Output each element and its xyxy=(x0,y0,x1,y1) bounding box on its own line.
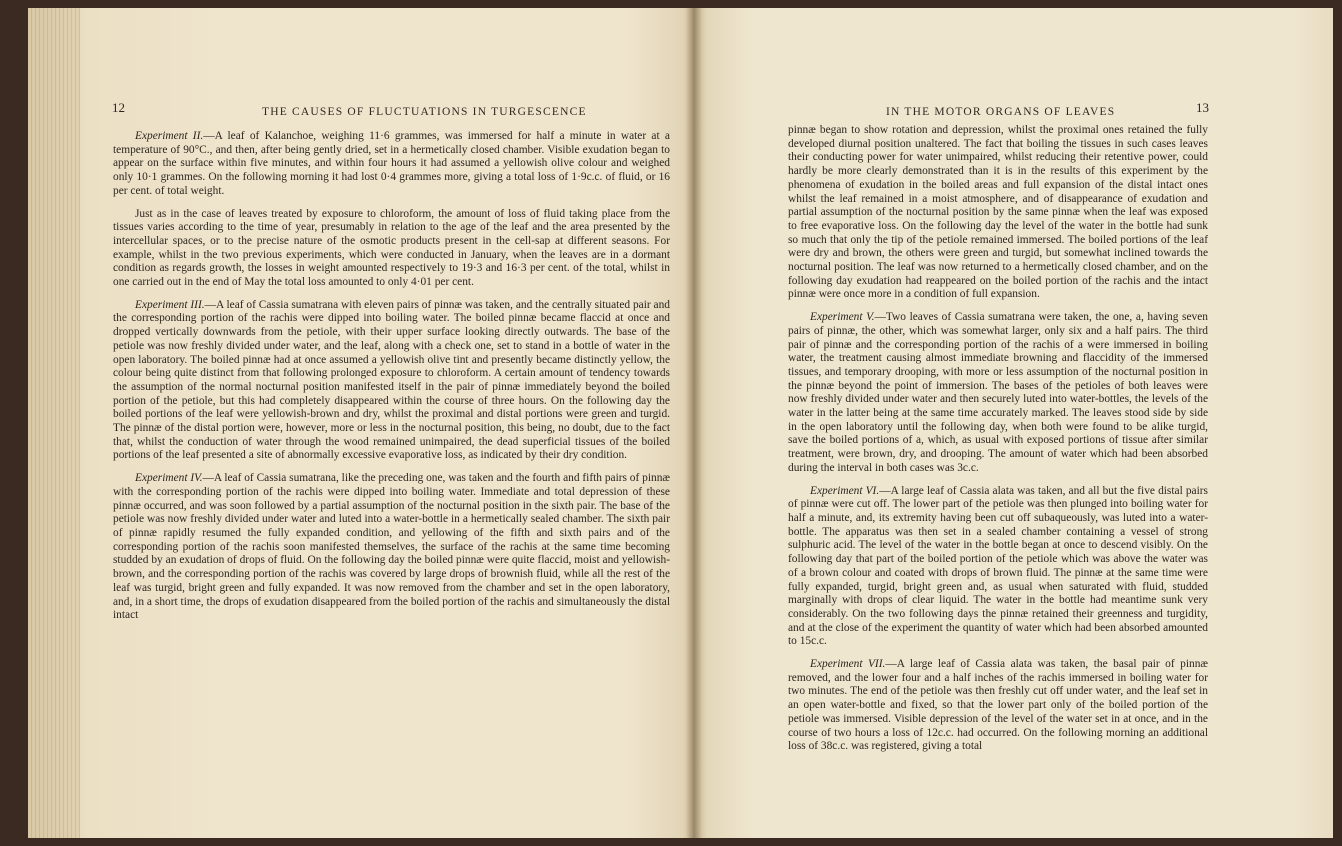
experiment-heading: Experiment VII. xyxy=(810,658,886,671)
paragraph-text: —A large leaf of Cassia alata was taken, the basal pair of pinnæ removed, and the lower four and a half inches of the rachis immersed in boiling water for two minutes. The end of the petiole was then freshly cut off under water, and the leaf set in an open water-bottle and fixed, so that the lower part only of the boiled portion of the petiole was immersed. Visible depression of the level of the water set in at once, and in the course of two hours a loss of 12c.c. had occurred. On the following morning an additional loss of 38c.c. was registered, giving a total xyxy=(788,658,1208,753)
paragraph xyxy=(788,658,1208,754)
left-running-head: THE CAUSES OF FLUCTUATIONS IN TURGESCENCE xyxy=(262,106,587,118)
paragraph-text: —A leaf of Cassia sumatrana, like the preceding one, was taken and the fourth and fifth pairs of pinnæ with the corresponding portion of the rachis were dipped into boiling water. Immediate and total depression of these pinnæ occurred, and was soon followed by a partial assumption of the nocturnal position in the sixth pair. The base of the petiole was now freshly divided under water and luted into a water-bottle in a hermetically sealed chamber. The sixth pair of pinnæ rapidly resumed the fully expanded condition, and yellowing of the fifth and sixth pairs and of the corresponding portion of the rachis soon manifested themselves, the surface of the rachis at the same time becoming studded by an exudation of drops of fluid. On the following day the boiled pinnæ were quite flaccid, moist and yellowish-brown, and the corresponding portion of the rachis was covered by large drops of brownish fluid, while all the rest of the leaf was turgid, bright green and fully expanded. It was now removed from the chamber and set in the open laboratory, and, in a short time, the drops of exudation disappeared from the boiled portion of the rachis and simultaneously the distal intact xyxy=(113,472,670,622)
paragraph xyxy=(113,208,670,290)
left-page-number: 12 xyxy=(112,100,125,115)
experiment-heading: Experiment II. xyxy=(135,130,204,142)
right-page-body xyxy=(788,124,1208,763)
paragraph-text: —A large leaf of Cassia alata was taken, and all but the five distal pairs of pinnæ were cut off. The lower part of the petiole was then plunged into boiling water for half a minute, and, its extremity having been cut off subaqueously, was luted into a water-bottle. The apparatus was then set in a sealed chamber containing a vessel of strong sulphuric acid. The level of the water in the bottle began at once to descend visibly. On the following day that part of the boiled portion of the petiole which was above the water was of a brown colour and coated with drops of brown fluid. The pinnæ at the same time were fully expanded, turgid, bright green and, as usual when saturated with fluid, studded marginally with drops of clear liquid. The water in the bottle had meantime sunk very considerably. On the two following days the pinnæ retained their greenness and turgidity, and at the close of the experiment the quantity of water which had been absorbed amounted to 15c.c. xyxy=(788,484,1208,648)
paragraph xyxy=(113,299,670,463)
paragraph-text: pinnæ began to show rotation and depression, whilst the proximal ones retained the fully developed diurnal position unaltered. The fact that boiling the tissues in such cases leaves their conducting power for water unimpaired, whilst reducing their retentive power, could hardly be more clearly demonstrated than it is in the results of this experiment by the phenomena of exudation in the boiled areas and full expansion of the distal intact ones whilst the leaf remained in a moist atmosphere, and of disappearance of exudation and partial assumption of the nocturnal position by the same pinnæ when the leaf was exposed to free evaporative loss. On the following day the level of the water in the bottle had sunk so much that only the tip of the petiole remained immersed. The boiled portions of the leaf were dry and brown, the others were green and turgid, but somewhat inclined towards the nocturnal position. The leaf was now returned to a hermetically closed chamber, and on the following day exudation had reappeared on the boiled portion of the rachis and the intact pinnæ were once more in a condition of full expansion. xyxy=(788,124,1208,301)
paragraph-text: —Two leaves of Cassia sumatrana were taken, the one, a, having seven pairs of pinnæ, the other, which was somewhat larger, only six and a half pairs. The third pair of pinnæ and the corresponding portion of the rachis of a were immersed in boiling water, the treatment causing almost immediate browning and flaccidity of the immersed tissues, and temporary drooping, with more or less assumption of the nocturnal position in the pinnæ beyond the point of immersion. The bases of the petioles of both leaves were now freshly divided under water and then securely luted into water-bottles, the levels of the water in the latter being at the same time accurately marked. The leaves stood side by side in the open laboratory until the following day, when both were found to be alike turgid, save the boiled portions of a, which, as usual with exposed portions of tissue after similar treatment, were brown, dry, and drooping. The amount of water which had been absorbed during the interval in both cases was 3c.c. xyxy=(788,311,1208,474)
paragraph xyxy=(788,311,1208,475)
paragraph xyxy=(788,124,1208,302)
book-gutter xyxy=(686,8,702,838)
experiment-heading: Experiment III. xyxy=(135,298,205,311)
right-running-head: IN THE MOTOR ORGANS OF LEAVES xyxy=(886,106,1116,118)
paragraph xyxy=(113,472,670,623)
experiment-heading: Experiment V. xyxy=(810,311,875,324)
paragraph xyxy=(113,130,670,199)
paragraph-text: Just as in the case of leaves treated by exposure to chloroform, the amount of loss of fluid taking place from the tissues varies according to the time of year, presumably in relation to the age of the leaf and the area presented by the intercellular spaces, or to the precise nature of the osmotic products present in the cell-sap at different seasons. For example, whilst in the two previous experiments, which were conducted in January, when the leaves are in a dormant condition as regards growth, the losses in weight amounted respectively to 19·3 and 16·3 per cent. of the total, whilst in one carried out in the end of May the total loss amounted to only 4·01 per cent. xyxy=(113,207,670,289)
experiment-heading: Experiment VI. xyxy=(810,484,880,497)
paragraph-text: —A leaf of Kalanchoe, weighing 11·6 grammes, was immersed for half a minute in water at a temperature of 90°C., and then, after being gently dried, set in a hermetically closed chamber. Visible exudation began to appear on the surface within five minutes, and within four hours it had assumed a yellowish olive colour and weighed only 10·1 grammes. On the following morning it had lost 0·4 grammes more, giving a total loss of 1·9c.c. of fluid, or 16 per cent. of total weight. xyxy=(113,130,670,197)
experiment-heading: Experiment IV. xyxy=(135,472,203,485)
page-edges xyxy=(28,8,80,838)
paragraph xyxy=(788,485,1208,649)
right-page-number: 13 xyxy=(1196,100,1209,115)
paragraph-text: —A leaf of Cassia sumatrana with eleven pairs of pinnæ was taken, and the centrally situated pair and the corresponding portion of the rachis were dipped into boiling water. The boiled pinnæ became flaccid at once and dropped vertically downwards from the petiole, with their upper surface looking directly outwards. The base of the petiole was now freshly divided under water, and the leaf, along with a check one, set to stand in a bottle of water in the open laboratory. The boiled pinnæ had at once assumed a yellowish olive tint and presently became distinctly yellow, the colour being quite distinct from that following prolonged exposure to chloroform. A certain amount of tendency towards the assumption of the normal nocturnal position manifested itself in the pair of pinnæ immediately beyond the boiled portion of the petiole, but this had completely disappeared within the course of three hours. On the following day the boiled portions of the leaf were yellowish-brown and dry, whilst the proximal and distal portions were green and turgid. The pinnæ of the distal portion were, however, more or less in the nocturnal position, this being, no doubt, due to the fact that, whilst the conduction of water through the wood remained unimpaired, the dead superficial tissues of the boiled portions of the leaf presented a site of abnormally excessive evaporative loss, as indicated by their dry condition. xyxy=(113,298,670,462)
left-page-body xyxy=(113,130,670,632)
